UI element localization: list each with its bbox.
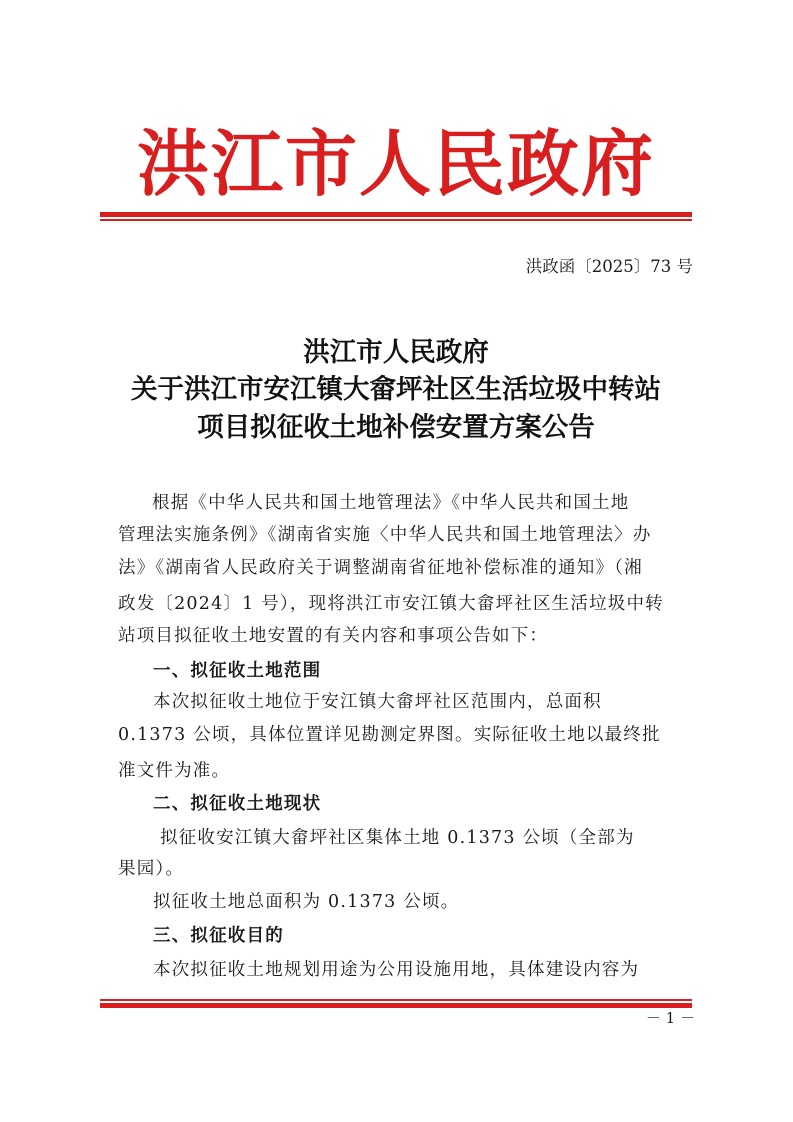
body-line: 站项目拟征收土地安置的有关内容和事项公告如下：: [118, 626, 549, 646]
section-heading-2: 二、拟征收土地现状: [153, 794, 322, 814]
body-line: 根据《中华人民共和国土地管理法》《中华人民共和国土地: [152, 493, 630, 513]
body-line: 拟征收土地总面积为 0.1373 公顷。: [153, 892, 460, 912]
masthead-red-rule-thick: [100, 212, 692, 217]
body-line: 果园）。: [118, 859, 185, 879]
body-line: 0.1373 公顷，具体位置详见勘测定界图。实际征收土地以最终批: [118, 725, 661, 745]
body-line: 管理法实施条例》《湖南省实施〈中华人民共和国土地管理法〉办: [118, 525, 652, 545]
masthead-title: 洪江市人民政府: [136, 121, 655, 206]
title-line-1: 洪江市人民政府: [303, 337, 489, 368]
section-heading-3: 三、拟征收目的: [153, 926, 284, 946]
section-heading-1: 一、拟征收土地范围: [153, 661, 322, 681]
masthead-red-rule-thin: [100, 219, 692, 221]
document-number: 洪政函〔2025〕73 号: [525, 257, 693, 276]
title-line-2: 关于洪江市安江镇大畲坪社区生活垃圾中转站: [131, 374, 661, 405]
body-line: 政发〔2024〕1 号），现将洪江市安江镇大畲坪社区生活垃圾中转: [118, 594, 664, 614]
body-line: 本次拟征收土地位于安江镇大畲坪社区范围内，总面积: [153, 692, 602, 712]
body-line: 本次拟征收土地规划用途为公用设施用地，具体建设内容为: [153, 960, 640, 980]
page-number: － 1 －: [645, 1009, 695, 1027]
footer-red-rule-thin: [100, 999, 692, 1001]
body-line: 准文件为准。: [118, 761, 231, 781]
footer-red-rule-thick: [100, 1003, 692, 1008]
body-line: 拟征收安江镇大畲坪社区集体土地 0.1373 公顷（全部为: [160, 828, 635, 848]
body-line: 法》《湖南省人民政府关于调整湖南省征地补偿标准的通知》（湘: [118, 558, 643, 578]
title-line-3: 项目拟征收土地补偿安置方案公告: [197, 412, 595, 443]
